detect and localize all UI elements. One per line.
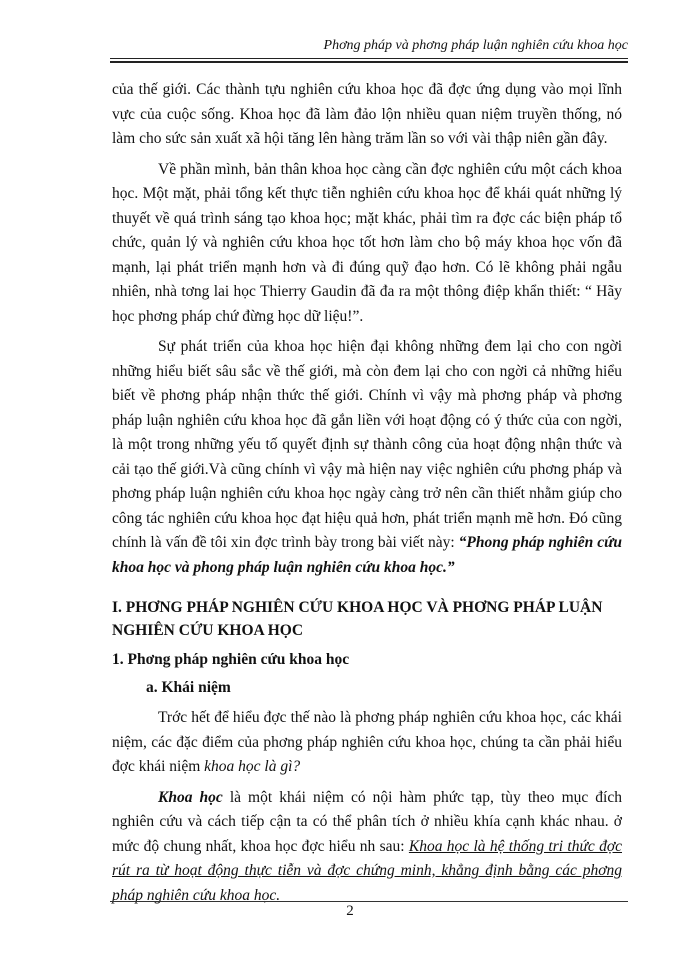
paragraph-4: [112, 706, 622, 780]
subsubsection-heading-a: a. Khái niệm: [146, 679, 231, 696]
paragraph-5-text: là một khái niệm có nội hàm phức tạp, tùy theo mục đích nghiên cứu và cách tiếp cận ta có thể phân tích ở nhiều khía cạnh khác nhau. ở mức độ chung nhất, khoa học đợc hiểu nh sau:: [112, 788, 622, 855]
definition-text: Khoa học là hệ thống tri thức đợc rút ra từ hoạt động thực tiễn và đợc chứng minh, khẳng định bằng các phơng pháp nghiên cứu khoa học.: [112, 837, 622, 904]
running-header: Phơng pháp và phơng pháp luận nghiên cứu khoa học: [323, 38, 628, 53]
paragraph-5: [112, 786, 622, 909]
header-rule-thick: [110, 61, 628, 63]
paragraph-4-text: Trớc hết để hiểu đợc thế nào là phơng pháp nghiên cứu khoa học, các khái niệm, các đặc điểm của phơng pháp nghiên cứu khoa học, chúng ta cần phải hiểu đợc khái niệm: [112, 709, 622, 775]
footer-rule: [110, 901, 628, 902]
section-heading-1: I. PHƠNG PHÁP NGHIÊN CỨU KHOA HỌC VÀ PHƠNG PHÁP LUẬN NGHIÊN CỨU KHOA HỌC: [112, 599, 603, 639]
page-number: 2: [346, 903, 354, 919]
paragraph-3: [112, 335, 622, 580]
paragraph-2: Về phần mình, bản thân khoa học càng cần đợc nghiên cứu một cách khoa học. Một mặt, phải tổng kết thực tiễn nghiên cứu khoa học để khái quát những lý thuyết về quá trình sáng tạo khoa học; mặt khác, phải tìm ra đợc các biện pháp tổ chức, quản lý và nghiên cứu khoa học tốt hơn làm cho bộ máy khoa học vốn đã mạnh, lại phát triển mạnh hơn và đi đúng quỹ đạo hơn. Có lẽ không phải ngẫu nhiên, nhà tơng lai học Thierry Gaudin đã đa ra một thông điệp khẩn thiết: “ Hãy học phơng pháp chứ đừng học dữ liệu!”.: [112, 160, 622, 325]
body-text: [112, 78, 622, 908]
essay-title: “Phong pháp nghiên cứu khoa học và phong pháp luận nghiên cứu khoa học.”: [112, 534, 622, 576]
question-phrase: khoa học là gì?: [204, 758, 301, 775]
paragraph-1: của thế giới. Các thành tựu nghiên cứu khoa học đã đợc ứng dụng vào mọi lĩnh vực của cuộc sống. Khoa học đã làm đảo lộn nhiều quan niệm truyền thống, nó làm cho sức sản xuất xã hội tăng lên hàng trăm lần so với vài thập niên gần đây.: [112, 81, 622, 147]
paragraph-3-text: Sự phát triển của khoa học hiện đại không những đem lại cho con ngời những hiểu biết sâu sắc về thế giới, mà còn đem lại cho con ngời cả những hiểu biết về phơng pháp nhận thức thế giới. Chính vì vậy mà phơng pháp và phơng pháp luận nghiên cứu khoa học đã gắn liền với hoạt động có ý thức của con ngời, là một trong những yếu tố quyết định sự thành công của hoạt động nhận thức và cải tạo thế giới.Và cũng chính vì vậy mà hiện nay việc nghiên cứu phơng pháp và phơng pháp luận nghiên cứu khoa học ngày càng trở nên cần thiết nhằm giúp cho công tác nghiên cứu khoa học đạt hiệu quả hơn, phát triển mạnh mẽ hơn. Đó cũng chính là vấn đề tôi xin đợc trình bày trong bài viết này:: [112, 338, 622, 551]
subsection-heading-1: 1. Phơng pháp nghiên cứu khoa học: [112, 651, 350, 668]
header-rule: [110, 58, 628, 59]
term-khoa-hoc: Khoa học: [158, 788, 223, 806]
